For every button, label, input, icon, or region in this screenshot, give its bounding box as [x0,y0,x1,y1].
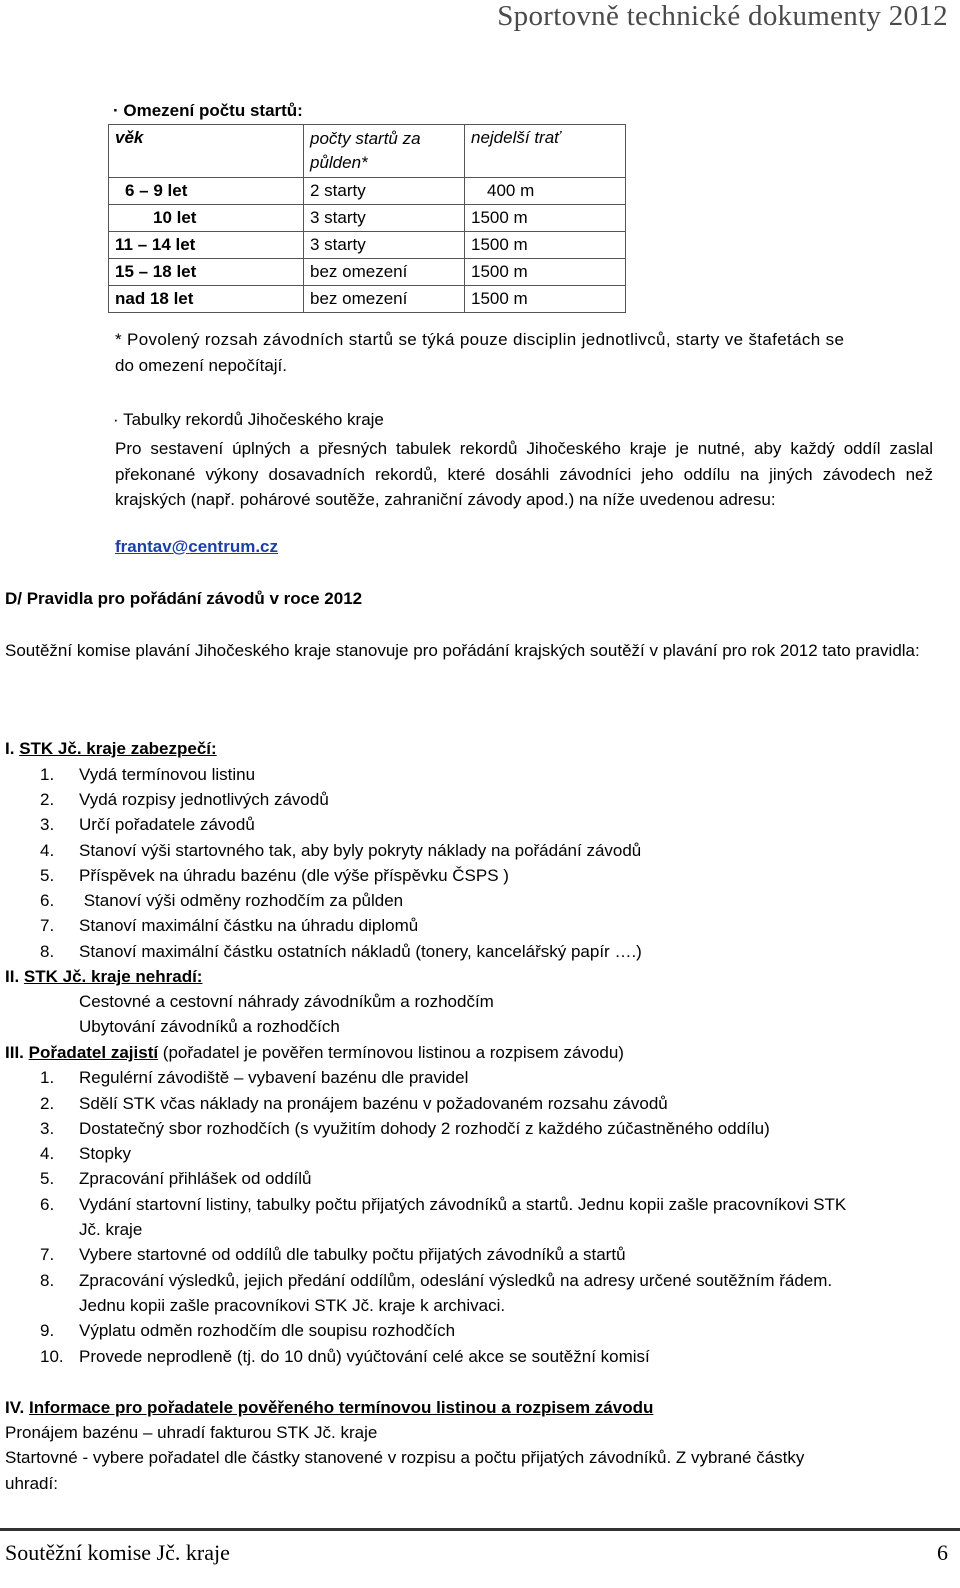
list-item: Provede neprodleně (tj. do 10 dnů) vyúčtování celé akce se soutěžní komisí [79,1347,650,1366]
list-item: Výplatu odměn rozhodčím dle soupisu rozhodčích [79,1321,456,1340]
cell-starts: 3 starty [304,205,465,232]
part4-line: Startovné - vybere pořadatel dle částky stanovené v rozpisu a počtu přijatých závodníků. Z vybrané částky [5,1448,805,1467]
limits-table [108,124,626,313]
part4-line: uhradí: [5,1474,58,1493]
limits-heading: · Omezení počtu startů: [113,101,303,120]
list-number: 1. [40,765,55,784]
list-item: Stanoví výši startovného tak, aby byly pokryty náklady na pořádání závodů [79,841,642,860]
list-item: Regulérní závodiště – vybavení bazénu dle pravidel [79,1068,469,1087]
list-item: Stanoví výši odměny rozhodčím za půlden [79,891,404,910]
part2-line: Cestovné a cestovní náhrady závodníkům a rozhodčím [79,992,494,1011]
limits-note: * Povolený rozsah závodních startů se týká pouze disciplin jednotlivců, starty ve štafetách se [115,330,845,349]
list-number: 4. [40,841,55,860]
email-link[interactable]: frantav@centrum.cz [115,537,279,556]
cell-starts: 2 starty [304,178,465,205]
cell-distance: 400 m [465,178,626,205]
cell-distance: 1500 m [465,232,626,259]
col-header-distance: nejdelší trať [465,125,626,178]
limits-note-cont: do omezení nepočítají. [115,356,288,375]
cell-age: 10 let [109,205,304,232]
list-item: Vydá termínovou listinu [79,765,256,784]
records-text: Pro sestavení úplných a přesných tabulek rekordů Jihočeského kraje je nutné, aby každý oddíl zaslal překonané výkony dosavadních rekordů, které dosáhli závodníci jeho oddílu na jiných závodech než krajských (např. pohárové soutěže, zahraniční závody apod.) na níže uvedenou adresu: [115,439,933,509]
list-number: 8. [40,1271,55,1290]
section-d-intro: Soutěžní komise plavání Jihočeského kraje stanovuje pro pořádání krajských soutěží v plavání pro rok 2012 tato pravidla: [5,641,920,660]
table-header-row [109,125,626,178]
list-number: 2. [40,1094,55,1113]
list-number: 8. [40,942,55,961]
list-number: 9. [40,1321,55,1340]
col-header-age: věk [109,125,304,178]
list-item: Vybere startovné od oddílů dle tabulky počtu přijatých závodníků a startů [79,1245,626,1264]
part2-heading [5,967,202,987]
list-item: Stopky [79,1144,131,1163]
list-number: 7. [40,916,55,935]
table-row [109,232,626,259]
cell-distance: 1500 m [465,259,626,286]
table-row [109,286,626,313]
part3-title: Pořadatel zajistí [28,1043,159,1062]
table-row [109,259,626,286]
part2-roman: II. [5,967,20,986]
list-item: Vydá rozpisy jednotlivých závodů [79,790,329,809]
list-number: 3. [40,815,55,834]
part3-heading [5,1043,624,1063]
part4-line: Pronájem bazénu – uhradí fakturou STK Jč. kraje [5,1423,378,1442]
part3-title-rest: (pořadatel je pověřen termínovou listinou a rozpisem závodu) [158,1043,624,1062]
part1-title: STK Jč. kraje zabezpečí: [19,739,217,758]
part4-title: Informace pro pořadatele pověřeného termínovou listinou a rozpisem závodu [28,1398,654,1417]
list-number: 1. [40,1068,55,1087]
list-item-cont: Jednu kopii zašle pracovníkovi STK Jč. kraje k archivaci. [79,1296,506,1315]
section-d-heading: D/ Pravidla pro pořádání závodů v roce 2012 [5,589,363,608]
list-item: Stanoví maximální částku ostatních nákladů (tonery, kancelářský papír ….) [79,942,642,961]
cell-starts: 3 starty [304,232,465,259]
cell-age: nad 18 let [109,286,304,313]
part1-heading [5,739,217,759]
part2-title: STK Jč. kraje nehradí: [23,967,203,986]
part2-line: Ubytování závodníků a rozhodčích [79,1017,340,1036]
list-number: 6. [40,1195,55,1214]
list-item: Stanoví maximální částku na úhradu diplomů [79,916,419,935]
cell-distance: 1500 m [465,286,626,313]
list-number: 10. [40,1347,64,1366]
cell-age: 11 – 14 let [109,232,304,259]
records-heading: · Tabulky rekordů Jihočeského kraje [113,410,384,429]
list-item: Zpracování přihlášek od oddílů [79,1169,312,1188]
list-item: Příspěvek na úhradu bazénu (dle výše příspěvku ČSPS ) [79,866,509,885]
part1-roman: I. [5,739,15,758]
cell-age: 6 – 9 let [109,178,304,205]
footer-divider [0,1528,960,1531]
part3-roman: III. [5,1043,24,1062]
list-item: Určí pořadatele závodů [79,815,255,834]
table-row [109,205,626,232]
page-number: 6 [937,1540,948,1565]
part4-roman: IV. [5,1398,25,1417]
list-number: 5. [40,1169,55,1188]
list-item: Dostatečný sbor rozhodčích (s využitím dohody 2 rozhodčí z každého zúčastněného oddílu) [79,1119,770,1138]
cell-starts: bez omezení [304,286,465,313]
footer-committee: Soutěžní komise Jč. kraje [5,1540,230,1565]
list-item: Zpracování výsledků, jejich předání oddílům, odeslání výsledků na adresy určené soutěžním řádem. [79,1271,833,1290]
cell-age: 15 – 18 let [109,259,304,286]
cell-distance: 1500 m [465,205,626,232]
cell-starts: bez omezení [304,259,465,286]
list-number: 2. [40,790,55,809]
header-title: Sportovně technické dokumenty 2012 [497,0,948,32]
table-row [109,178,626,205]
part4-heading [5,1398,653,1418]
list-item: Sdělí STK včas náklady na pronájem bazénu v požadovaném rozsahu závodů [79,1094,668,1113]
list-number: 5. [40,866,55,885]
list-number: 3. [40,1119,55,1138]
col-header-starts: počty startů za půlden* [304,125,465,178]
list-item-cont: Jč. kraje [79,1220,143,1239]
list-number: 7. [40,1245,55,1264]
list-number: 6. [40,891,55,910]
list-item: Vydání startovní listiny, tabulky počtu přijatých závodníků a startů. Jednu kopii zašle pracovníkovi STK [79,1195,847,1214]
list-number: 4. [40,1144,55,1163]
